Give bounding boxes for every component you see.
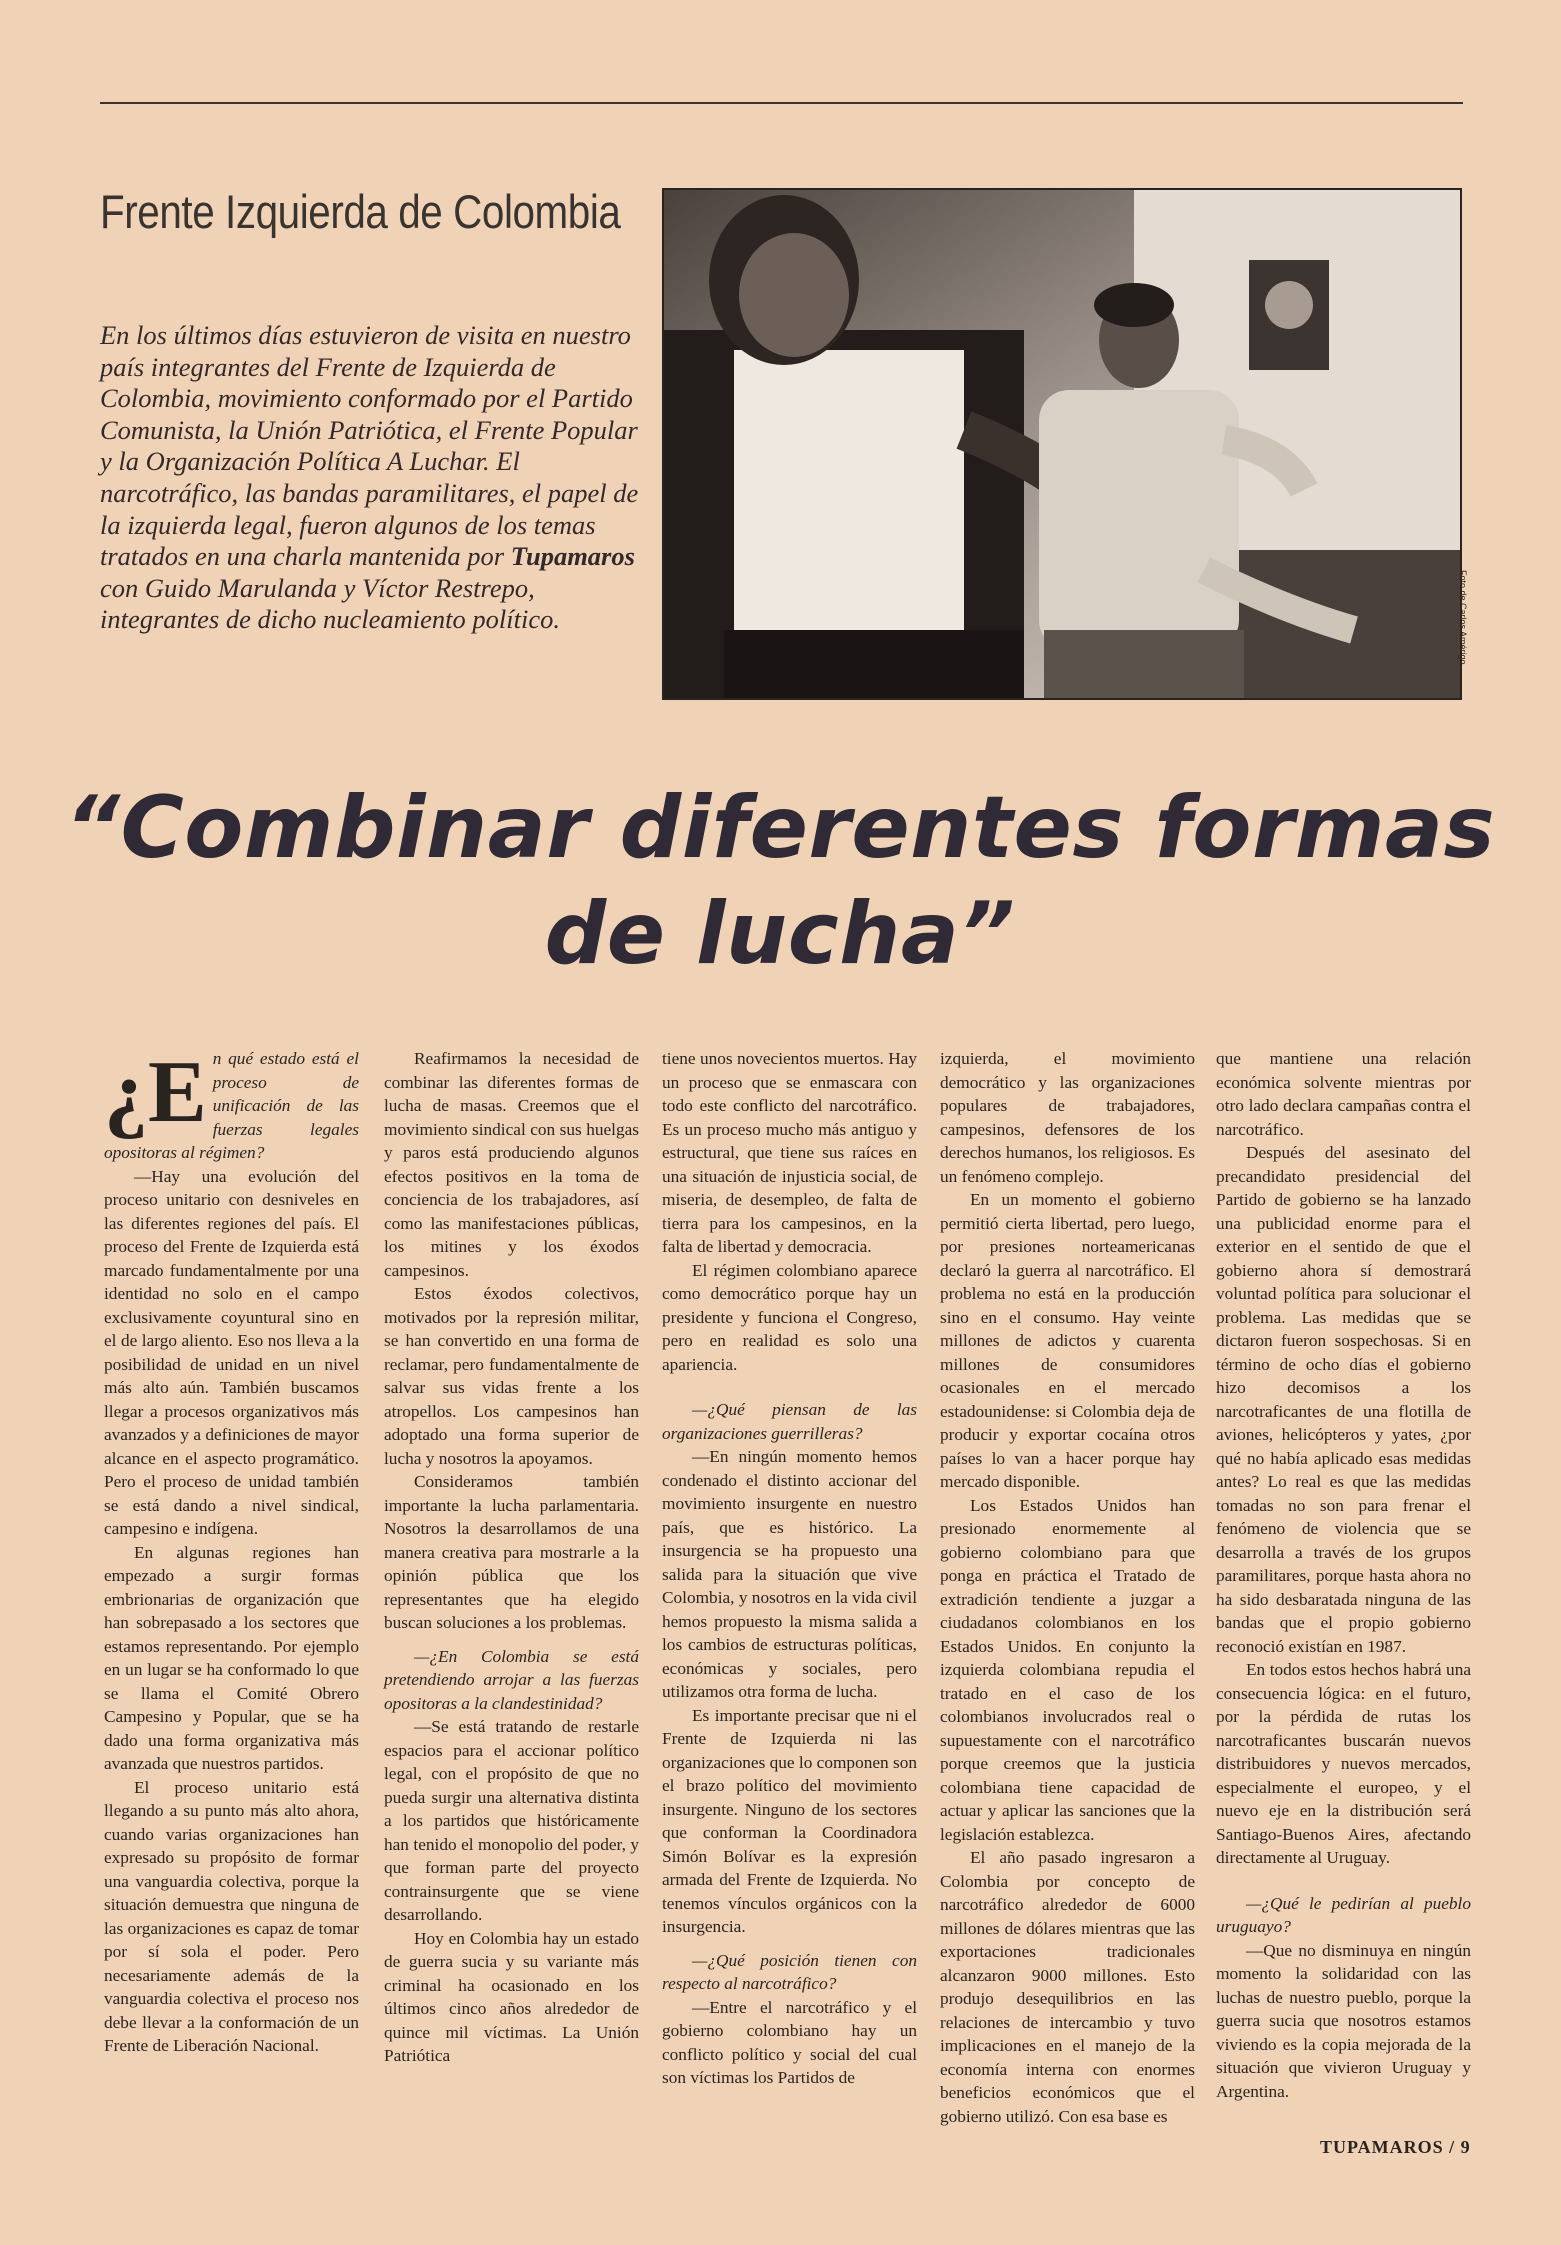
question-3: —¿Qué piensan de las organizaciones guerrilleras? (662, 1400, 917, 1443)
headline-line-2: de lucha” (544, 884, 1016, 984)
answer-paragraph: —En ningún momento hemos condenado el distinto accionar del movimiento insurgente en nuestro país, que es histórico. La insurgencia se ha propuesto una salida para la situación que vive Colombia, y nosotros en la vida civil hemos propuesto la misma salida a los cambios de estructuras políticas, económicas y sociales, pero utilizamos otra forma de lucha. (662, 1447, 917, 1701)
answer-paragraph: —Entre el narcotráfico y el gobierno colombiano hay un conflicto político y social del cual son víctimas los Partidos de (662, 1997, 917, 2087)
column-1 (104, 1044, 359, 2058)
body-paragraph: En todos estos hechos habrá una consecuencia lógica: en el futuro, por la pérdida de rutas los narcotraficantes buscarán nuevos distribuidores y nuevos mercados, especialmente el europeo, y el nuevo eje en la distribución será Santiago-Buenos Aires, afectando directamente al Uruguay. (1216, 1660, 1471, 1867)
headline (60, 775, 1500, 987)
body-paragraph: tiene unos novecientos muertos. Hay un proceso que se enmascara con todo este conflicto del narcotráfico. Es un proceso mucho más antiguo y estructural, que tiene sus raíces en una situación de injusticia social, de miseria, de desempleo, de falta de tierra para los campesinos, en la falta de libertad y democracia. (662, 1049, 917, 1256)
photo-credit: Foto de Carlos Amérigo (1458, 570, 1468, 665)
body-paragraph: El año pasado ingresaron a Colombia por concepto de narcotráfico alrededor de 6000 millones de dólares mientras que las exportaciones tradicionales alcanzaron 9000 millones. Esto produjo desequilibrios en las relaciones de intercambio y tuvo implicaciones en el manejo de la economía interna con enormes beneficios económicos que el gobierno utilizó. Con esa base es (940, 1848, 1195, 2126)
intro-paragraph (100, 320, 640, 636)
body-paragraph: izquierda, el movimiento democrático y las organizaciones populares de trabajadores, campesinos, defensores de los derechos humanos, los religiosos. Es un fenómeno complejo. (940, 1049, 1195, 1186)
intro-publication-name: Tupamaros (510, 541, 635, 572)
photo-image (664, 190, 1460, 698)
section-title: Frente Izquierda de Colombia (100, 185, 621, 238)
body-paragraph: El proceso unitario está llegando a su punto más alto ahora, cuando varias organizaciones han expresado su propósito de formar una vanguardia colectiva, porque la situación demuestra que ninguna de las organizaciones es capaz de tomar por sí sola el poder. Pero necesariamente además de la vanguardia colectiva el proceso nos debe llevar a la conformación de un Frente de Liberación Nacional. (104, 1777, 359, 2055)
question-1: n qué estado está el proceso de unificación de las fuerzas legales opositoras al régimen? (104, 1049, 359, 1162)
question-2: —¿En Colombia se está pretendiendo arrojar a las fuerzas opositoras a la clandestinidad? (384, 1646, 639, 1713)
intro-text-end: con Guido Marulanda y Víctor Restrepo, integrantes de dicho nucleamiento político. (100, 572, 560, 635)
body-paragraph: que mantiene una relación económica solvente mientras por otro lado declara campañas contra el narcotráfico. (1216, 1049, 1471, 1139)
body-paragraph: Después del asesinato del precandidato presidencial del Partido de gobierno se ha lanzado una publicidad enorme para el exterior en el sentido de que el gobierno ahora sí demostrará voluntad política para solucionar el problema. Las medidas que se dictaron fueron sospechosas. Si en término de ocho días el gobierno hizo decomisos a los narcotraficantes de una flotilla de aviones, helicópteros y yates, ¿por qué no había aplicado esas medidas antes? Lo real es que las medidas tomadas no son para frenar el fenómeno de violencia que se desarrolla a través de los grupos paramilitares, porque hasta ahora no ha sido desbaratada ninguna de las bandas que el propio gobierno reconoció existían en 1987. (1216, 1143, 1471, 1656)
body-paragraph: Es importante precisar que ni el Frente de Izquierda ni las organizaciones que lo componen son el brazo político del movimiento insurgente. Ninguno de los sectores que conforman la Coordinadora Simón Bolívar es la expresión armada del Frente de Izquierda. No tenemos vínculos orgánicos con la insurgencia. (662, 1705, 917, 1936)
body-paragraph: Estos éxodos colectivos, motivados por la represión militar, se han convertido en una forma de reclamar, pero fundamentalmente de salvar sus vidas frente a los atropellos. Los campesinos han adoptado una forma superior de lucha y nosotros la apoyamos. (384, 1284, 639, 1468)
drop-cap: ¿E (104, 1044, 207, 1141)
body-paragraph: Consideramos también importante la lucha parlamentaria. Nosotros la desarrollamos de una manera creativa para mostrarle a la opinión pública que los representantes que ha elegido buscan soluciones a los problemas. (384, 1472, 639, 1632)
body-paragraph: El régimen colombiano aparece como democrático porque hay un presidente y funciona el Congreso, pero en realidad es solo una apariencia. (662, 1260, 917, 1374)
intro-text-start: En los últimos días estuvieron de visita en nuestro país integrantes del Frente de Izquierda de Colombia, movimiento conformado por el Partido Comunista, la Unión Patriótica, el Frente Popular y la Organización Política A Luchar. El narcotráfico, las bandas paramilitares, el papel de la izquierda legal, fueron algunos de los temas tratados en una charla mantenida por (100, 320, 639, 572)
question-5: —¿Qué le pedirían al pueblo uruguayo? (1216, 1893, 1471, 1936)
body-paragraph: Reafirmamos la necesidad de combinar las diferentes formas de lucha de masas. Creemos que el movimiento sindical con sus huelgas y paros está produciendo algunos efectos positivos en la toma de conciencia de los trabajadores, así como las manifestaciones públicas, los mitines y los éxodos campesinos. (384, 1049, 639, 1280)
body-paragraph: Los Estados Unidos han presionado enormemente al gobierno colombiano para que ponga en práctica el Tratado de extradición tendiente a juzgar a ciudadanos colombianos en los Estados Unidos. En conjunto la izquierda colombiana repudia el tratado en el caso de los colombianos involucrados real o supuestamente con el narcotráfico porque creemos que la justicia colombiana tiene capacidad de actuar y aplicar las sanciones que la legislación establezca. (940, 1495, 1195, 1844)
column-4 (940, 1047, 1195, 2128)
answer-paragraph: —Hay una evolución del proceso unitario con desniveles en las diferentes regiones del país. El proceso del Frente de Izquierda está marcado fundamentalmente por una identidad no solo en el campo exclusivamente coyuntural sino en el de largo aliento. Eso nos lleva a la posibilidad de unidad en un nivel más alto aún. También buscamos llegar a procesos organizativos más avanzados y a definiciones de mayor alcance en el aspecto programático. Pero el proceso de unidad también se está dando a nivel sindical, campesino e indígena. (104, 1166, 359, 1538)
answer-paragraph: —Que no disminuya en ningún momento la solidaridad con las luchas de nuestro pueblo, porque la guerra sucia que nosotros estamos viviendo es la copia mejorada de la situación que vivieron Uruguay y Argentina. (1216, 1940, 1471, 2101)
body-paragraph: En algunas regiones han empezado a surgir formas embrionarias de organización que han sobrepasado a los sectores que estamos representando. Por ejemplo en un lugar se ha conformado lo que se llama el Comité Obrero Campesino y Popular, que se ha dado una forma organizativa más avanzada que nuestros partidos. (104, 1542, 359, 1773)
column-5 (1216, 1047, 1471, 2103)
body-paragraph: Hoy en Colombia hay un estado de guerra sucia y su variante más criminal ha ocasionado en los últimos cinco años alrededor de quince mil víctimas. La Unión Patriótica (384, 1928, 639, 2065)
page-footer: TUPAMAROS / 9 (1320, 2137, 1471, 2157)
body-paragraph: En un momento el gobierno permitió cierta libertad, pero luego, por presiones norteamericanas declaró la guerra al narcotráfico. El problema no está en la producción sino en el consumo. Hay veinte millones de adictos y cuarenta millones de consumidores ocasionales en el mercado estadounidense: si Colombia deja de producir y exportar cocaína otros países lo van a hacer porque hay mercado disponible. (940, 1190, 1195, 1491)
top-rule (100, 102, 1463, 104)
headline-line-1: “Combinar diferentes formas (64, 778, 1496, 878)
column-3 (662, 1047, 917, 2090)
interview-photo (662, 188, 1462, 700)
question-4: —¿Qué posición tienen con respecto al narcotráfico? (662, 1950, 917, 1993)
column-2 (384, 1047, 639, 2068)
answer-paragraph: —Se está tratando de restarle espacios para el accionar político legal, con el propósito de que no pueda surgir una alternativa distinta a los partidos que históricamente han tenido el monopolio del poder, y que forman parte del proyecto contrainsurgente que se viene desarrollando. (384, 1717, 639, 1924)
